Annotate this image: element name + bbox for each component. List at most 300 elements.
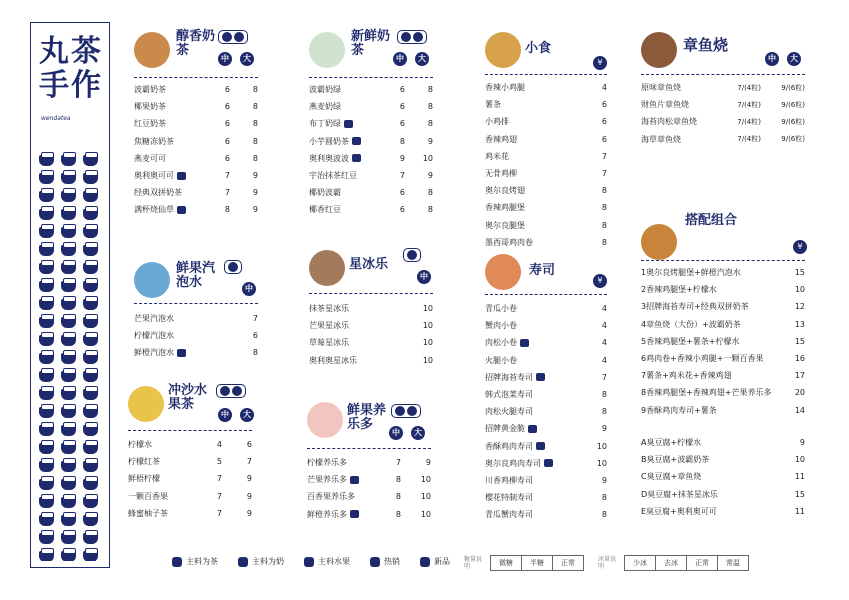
legend-icon (370, 557, 380, 567)
price-large: 8 (252, 348, 258, 358)
cup-icon (59, 403, 78, 418)
legend-item (370, 556, 400, 567)
option: 常温 (726, 559, 740, 567)
milk-icon (401, 32, 411, 42)
item-name: 椰奶波霸 (309, 188, 341, 198)
price: 4 (601, 304, 607, 314)
item-name: 青瓜小卷 (485, 304, 517, 314)
cup-icon (59, 331, 78, 346)
item-name: 薯条 (485, 100, 501, 110)
price: 15 (794, 336, 805, 346)
section-takoyaki (641, 28, 805, 144)
price-medium: 8 (395, 492, 401, 502)
menu-row (134, 184, 258, 201)
menu-row (485, 489, 607, 506)
price-large: 9 (425, 458, 431, 468)
item-name-wrap (641, 301, 787, 312)
price: 10 (596, 458, 607, 468)
price-large: 9 (252, 188, 258, 198)
price: 8 (601, 407, 607, 417)
milk-icon (395, 406, 405, 416)
cup-icon (81, 421, 100, 436)
item-name: 蟹肉小卷 (485, 321, 517, 331)
menu-row (641, 451, 805, 468)
item-name: 奥尔良腿堡 (485, 220, 525, 230)
menu-row (485, 420, 607, 437)
item-name: 青瓜蟹肉寿司 (485, 510, 533, 520)
section-fresh-milk (309, 28, 433, 215)
item-name: 椰香红豆 (309, 205, 341, 215)
option: 正常 (561, 559, 575, 567)
sushi-photo (485, 254, 521, 290)
milk-tea-photo (134, 32, 170, 68)
price: 10 (596, 441, 607, 451)
section-tags (224, 260, 242, 274)
menu-row (641, 79, 805, 96)
item-name: 8香辣鸡腿堡+香辣鸡翅+芒果养乐多 (641, 388, 772, 398)
item-name-wrap (134, 313, 238, 324)
item-name-wrap (307, 509, 377, 520)
section-ice (309, 246, 433, 365)
item-name: 芒果汽泡水 (134, 314, 174, 324)
price: 14 (794, 405, 805, 415)
hot-icon (520, 339, 529, 347)
item-name-wrap (309, 118, 381, 129)
item-name: 芒果星冰乐 (309, 321, 349, 331)
item-name: 红豆奶茶 (134, 119, 166, 129)
legend-icon (238, 557, 248, 567)
price-small: 7/(4粒) (737, 83, 761, 92)
section-tags (218, 30, 248, 44)
item-name-wrap (134, 170, 206, 181)
price-medium: 6 (399, 205, 405, 215)
item-name-wrap (641, 387, 787, 398)
hot-icon (177, 172, 186, 180)
item-name-wrap (485, 320, 589, 331)
section-divider (641, 74, 805, 75)
menu-row (485, 131, 607, 148)
menu-row (641, 316, 805, 333)
price: 11 (794, 506, 805, 516)
combo-photo (641, 224, 677, 260)
yuan-icon: ¥ (593, 56, 607, 70)
section-tags (403, 248, 421, 262)
menu-row (641, 350, 805, 367)
price-large: 8 (252, 119, 258, 129)
section-title: 冲沙水果茶 (168, 383, 208, 412)
price-large: 9/(6粒) (781, 135, 805, 144)
combo-list-secondary (641, 434, 805, 520)
item-name: 2香辣鸡腿堡+柠檬水 (641, 285, 717, 295)
price-large: 9 (427, 171, 433, 181)
item-name: 7薯条+鸡米花+香辣鸡翅 (641, 371, 732, 381)
price: 9 (601, 475, 607, 485)
item-name-wrap (134, 153, 206, 164)
legend-icon (420, 557, 430, 567)
item-name-wrap (641, 284, 787, 295)
item-name: 香辣鸡翅 (485, 134, 517, 144)
cup-icon (59, 277, 78, 292)
hot-icon (344, 120, 353, 128)
cup-icon (59, 187, 78, 202)
item-name: 蜂蜜柚子茶 (128, 508, 168, 518)
item-name: 奥利奥波波 (309, 153, 349, 163)
menu-row (309, 115, 433, 132)
price-small: 7/(4粒) (737, 135, 761, 144)
item-name: 鲜橙养乐多 (307, 509, 347, 519)
size-large-icon: 大 (411, 426, 425, 440)
section-sparkling (134, 258, 258, 358)
item-name: 韩式泡菜寿司 (485, 390, 533, 400)
item-name-wrap (128, 491, 198, 502)
section-title: 鲜果养乐多 (347, 403, 387, 432)
menu-row (309, 300, 433, 317)
menu-list (485, 79, 607, 251)
price-medium: 6 (399, 188, 405, 198)
cup-icon (37, 223, 56, 238)
cup-icon (59, 151, 78, 166)
item-name-wrap (485, 99, 589, 110)
price: 10 (794, 285, 805, 295)
item-name: B臭豆腐+波霸奶茶 (641, 455, 710, 465)
price-large: 8 (252, 85, 258, 95)
item-name-wrap (485, 82, 589, 93)
item-name: E臭豆腐+奥利奥可可 (641, 506, 717, 516)
menu-row (128, 470, 252, 487)
size-medium-icon: 中 (765, 52, 779, 66)
cup-icon (37, 349, 56, 364)
cup-icon (37, 205, 56, 220)
price-large: 6 (252, 331, 258, 341)
item-name: 香辣鸡腿堡 (485, 203, 525, 213)
price-medium: 6 (224, 102, 230, 112)
item-name: 川香鸡柳寿司 (485, 475, 533, 485)
cup-icon (59, 529, 78, 544)
menu-row (134, 98, 258, 115)
menu-row (641, 281, 805, 298)
item-name-wrap (309, 187, 381, 198)
section-milk-tea (134, 28, 258, 215)
item-name-wrap (485, 475, 589, 486)
item-name-wrap (309, 170, 381, 181)
section-divider (485, 294, 607, 295)
cup-pattern (37, 151, 105, 561)
item-name: 鲜橙汽泡水 (134, 348, 174, 358)
milk-icon (407, 250, 417, 260)
item-name: 柠檬养乐多 (307, 458, 347, 468)
item-name: 墨西哥鸡肉卷 (485, 237, 533, 247)
menu-row (641, 384, 805, 401)
price-large: 9 (246, 508, 252, 518)
menu-list (309, 81, 433, 219)
price-large: 8 (252, 136, 258, 146)
hot-icon (177, 206, 186, 214)
item-name: 招牌黄金脆 (485, 424, 525, 434)
price: 7 (601, 169, 607, 179)
section-snacks (485, 28, 607, 247)
price-medium: 8 (395, 509, 401, 519)
price-medium: 7 (399, 171, 405, 181)
cup-icon (81, 529, 100, 544)
item-name: 奥利奥星冰乐 (309, 355, 357, 365)
menu-row (309, 133, 433, 150)
item-name: 1奥尔良烤腿堡+鲜橙汽泡水 (641, 268, 741, 278)
hot-icon (350, 510, 359, 518)
cup-icon (59, 241, 78, 256)
price-large: 8 (427, 188, 433, 198)
section-divider (485, 74, 607, 75)
cup-icon (81, 223, 100, 238)
item-name: 9香酥鸡肉寿司+薯条 (641, 405, 717, 415)
tea-icon (220, 386, 230, 396)
cup-icon (37, 421, 56, 436)
item-name: 原味章鱼烧 (641, 83, 681, 93)
menu-row (641, 264, 805, 281)
section-tags (216, 384, 246, 398)
brand-logo: 丸茶手作 (39, 34, 103, 103)
item-name: 奥利奥可可 (134, 171, 174, 181)
size-large-icon: 大 (415, 52, 429, 66)
price: 8 (601, 493, 607, 503)
section-divider (128, 430, 252, 431)
section-divider (309, 77, 433, 78)
menu-row (485, 182, 607, 199)
legend-item (172, 556, 218, 567)
price: 4 (601, 321, 607, 331)
sugar-options (464, 555, 584, 571)
item-name-wrap (641, 336, 787, 347)
item-name-wrap (134, 187, 206, 198)
menu-list (134, 310, 258, 362)
item-name-wrap (309, 84, 381, 95)
price-medium: 6 (224, 136, 230, 146)
item-name-wrap (641, 437, 787, 448)
menu-row (485, 455, 607, 472)
menu-row (128, 505, 252, 522)
size-medium-icon: 中 (218, 52, 232, 66)
item-name: 满杯烧仙草 (134, 205, 174, 215)
size-medium-icon: 中 (417, 270, 431, 284)
item-name-wrap (641, 471, 787, 482)
price: 8 (601, 203, 607, 213)
price: 8 (601, 186, 607, 196)
item-name: 一颗百香果 (128, 491, 168, 501)
item-name: 樱花特制寿司 (485, 493, 533, 503)
cup-icon (59, 439, 78, 454)
menu-row (485, 113, 607, 130)
legend-item (238, 556, 284, 567)
fruit-icon (232, 386, 242, 396)
price-medium: 8 (395, 475, 401, 485)
price-large: 8 (252, 102, 258, 112)
menu-row (641, 367, 805, 384)
item-name: 柠檬红茶 (128, 457, 160, 467)
cup-icon (81, 151, 100, 166)
item-name: 燕麦可可 (134, 153, 166, 163)
menu-list (307, 454, 431, 523)
section-fruit-tea (128, 382, 252, 518)
hot-icon (536, 373, 545, 381)
brand-sidebar (30, 22, 110, 568)
item-name-wrap (309, 355, 413, 366)
price: 15 (794, 489, 805, 499)
combo-list (641, 264, 805, 419)
menu-row (309, 98, 433, 115)
cup-icon (37, 457, 56, 472)
menu-row (307, 488, 431, 505)
menu-row (485, 234, 607, 251)
cup-icon (81, 511, 100, 526)
item-name: 小芋圆奶茶 (309, 136, 349, 146)
price-large: 10 (420, 492, 431, 502)
menu-list (309, 300, 433, 369)
price-medium: 6 (399, 102, 405, 112)
item-name: 香酥鸡肉寿司 (485, 441, 533, 451)
sugar-label: 糖量说明 (464, 556, 483, 570)
menu-row (307, 454, 431, 471)
cup-icon (59, 367, 78, 382)
item-name: 波霸奶茶 (134, 85, 166, 95)
price-large: 9 (252, 171, 258, 181)
item-name-wrap (485, 303, 589, 314)
item-name-wrap (485, 134, 589, 145)
option: 微糖 (491, 556, 522, 570)
item-name-wrap (309, 320, 413, 331)
price: 6 (601, 100, 607, 110)
item-name-wrap (485, 492, 589, 503)
price-medium: 6 (399, 119, 405, 129)
menu-row (134, 327, 258, 344)
menu-row (641, 468, 805, 485)
item-name-wrap (307, 474, 377, 485)
cup-icon (37, 403, 56, 418)
cup-icon (59, 385, 78, 400)
price: 15 (794, 268, 805, 278)
price-small: 7/(4粒) (737, 117, 761, 126)
item-name: 芒果养乐多 (307, 475, 347, 485)
price-large: 7 (252, 314, 258, 324)
price-large: 8 (427, 85, 433, 95)
size-large-icon: 大 (240, 408, 254, 422)
item-name: 香辣小鸡腿 (485, 83, 525, 93)
item-name-wrap (134, 136, 206, 147)
item-name: 火腿小卷 (485, 355, 517, 365)
item-name: 焦糖冻奶茶 (134, 136, 174, 146)
price-medium: 4 (216, 440, 222, 450)
item-name: 椰果奶茶 (134, 102, 166, 112)
menu-row (128, 453, 252, 470)
yakult-photo (307, 402, 343, 438)
menu-row (134, 201, 258, 218)
item-name-wrap (641, 506, 787, 517)
ice-options (598, 555, 749, 571)
cup-icon (81, 367, 100, 382)
cup-icon (37, 241, 56, 256)
hot-icon (352, 154, 361, 162)
price: 8 (601, 510, 607, 520)
item-name-wrap (134, 118, 206, 129)
menu-row (134, 81, 258, 98)
cup-icon (37, 547, 56, 561)
cup-icon (59, 169, 78, 184)
fruit-tea-photo (128, 386, 164, 422)
cup-icon (37, 295, 56, 310)
price: 9 (601, 424, 607, 434)
legend-item (420, 556, 450, 567)
item-name-wrap (485, 151, 589, 162)
hot-icon (536, 442, 545, 450)
item-name-wrap (128, 439, 198, 450)
menu-row (485, 438, 607, 455)
item-name-wrap (641, 353, 787, 364)
cup-icon (81, 169, 100, 184)
price: 16 (794, 354, 805, 364)
item-name: 柠檬汽泡水 (134, 331, 174, 341)
price-large: 9 (252, 205, 258, 215)
menu-row (485, 386, 607, 403)
item-name-wrap (641, 489, 787, 500)
menu-row (485, 96, 607, 113)
item-name-wrap (309, 303, 413, 314)
cup-icon (81, 313, 100, 328)
menu-row (641, 298, 805, 315)
tea-icon (413, 32, 423, 42)
section-divider (134, 303, 258, 304)
item-name-wrap (307, 491, 377, 502)
tea-icon (222, 32, 232, 42)
section-divider (134, 77, 258, 78)
menu-row (641, 113, 805, 130)
item-name-wrap (485, 202, 589, 213)
section-title: 章鱼烧 (683, 36, 729, 54)
ice-photo (309, 250, 345, 286)
item-name-wrap (485, 237, 589, 248)
size-medium-icon: 中 (393, 52, 407, 66)
item-name-wrap (485, 423, 589, 434)
milk-icon (234, 32, 244, 42)
price: 7 (601, 151, 607, 161)
menu-row (309, 334, 433, 351)
hot-icon (544, 459, 553, 467)
menu-row (641, 486, 805, 503)
price-large: 10 (422, 304, 433, 314)
hot-icon (177, 349, 186, 357)
item-name-wrap (485, 185, 589, 196)
cup-icon (59, 295, 78, 310)
ice-label: 冰量说明 (598, 556, 617, 570)
legend-icon (304, 557, 314, 567)
price: 8 (601, 390, 607, 400)
cup-icon (37, 169, 56, 184)
menu-row (485, 403, 607, 420)
section-title: 新鲜奶茶 (351, 29, 391, 58)
cup-icon (37, 331, 56, 346)
menu-row (641, 434, 805, 451)
item-name: 奥尔良烤翅 (485, 186, 525, 196)
size-large-icon: 大 (240, 52, 254, 66)
fruit-icon (407, 406, 417, 416)
price: 12 (794, 302, 805, 312)
cup-icon (81, 547, 100, 561)
yuan-icon: ¥ (593, 274, 607, 288)
price: 4 (601, 338, 607, 348)
snacks-photo (485, 32, 521, 68)
item-name-wrap (134, 347, 238, 358)
item-name-wrap (485, 337, 589, 348)
item-name: 宇治抹茶红豆 (309, 171, 357, 181)
item-name: 海草章鱼烧 (641, 134, 681, 144)
item-name: 波霸奶绿 (309, 85, 341, 95)
